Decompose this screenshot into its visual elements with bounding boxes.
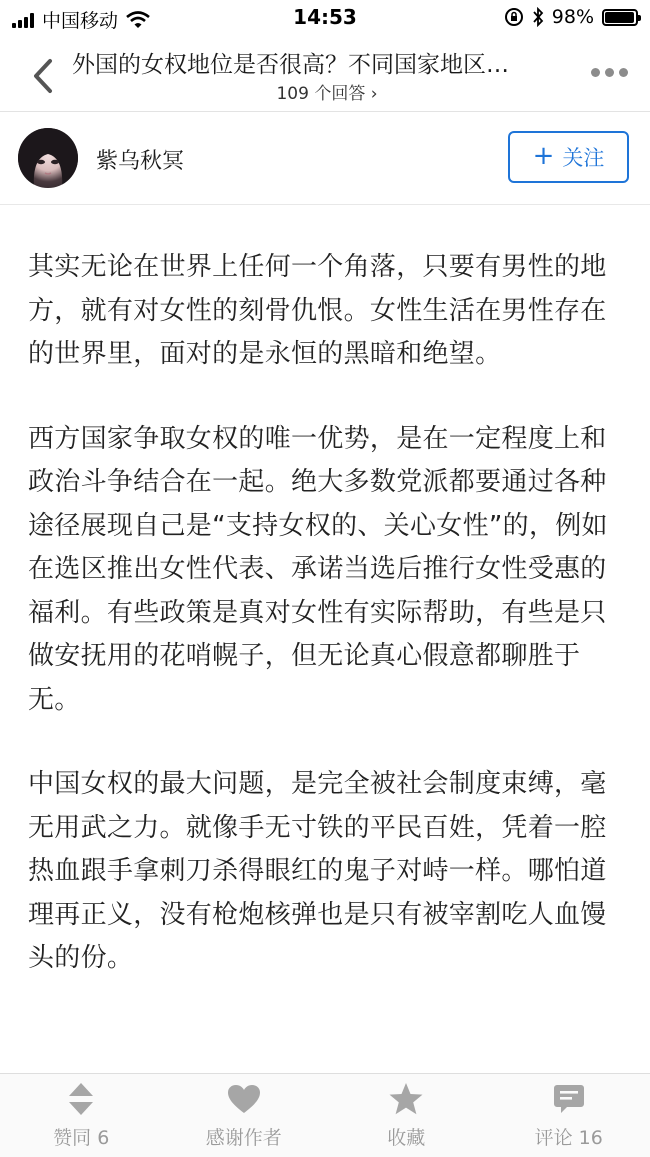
star-icon bbox=[388, 1082, 424, 1116]
more-options-icon[interactable] bbox=[591, 68, 628, 77]
battery-percent: 98% bbox=[551, 6, 594, 28]
vote-button[interactable] bbox=[0, 1081, 162, 1150]
vote-arrows-icon bbox=[67, 1081, 95, 1117]
carrier-label: 中国移动 bbox=[42, 10, 119, 32]
back-arrow-icon[interactable] bbox=[28, 56, 58, 96]
author-row bbox=[0, 112, 650, 205]
thanks-label: 感谢作者 bbox=[205, 1127, 282, 1149]
orientation-lock-icon bbox=[504, 7, 524, 27]
answer-paragraph-2: 西方国家争取女权的唯一优势，是在一定程度上和政治斗争结合在一起。绝大多数党派都要通过各种途径展现自己是“支持女权的、关心女性”的，例如在选区推出女性代表、承诺当选后推行女性受惠的福利。有些政策是真对女性有实际帮助，有些是只做安抚用的花哨幌子，但无论真心假意都聊胜于无。 bbox=[28, 423, 608, 715]
comment-button[interactable] bbox=[488, 1081, 650, 1150]
answer-paragraph-3: 中国女权的最大问题，是完全被社会制度束缚，毫无用武之力。就像手无寸铁的平民百姓，凭着一腔热血跟手拿刺刀杀得眼红的鬼子对峙一样。哪怕道理再正义，没有枪炮核弹也是只有被宰割吃人血馒头的份。 bbox=[28, 769, 607, 973]
collect-label: 收藏 bbox=[387, 1127, 426, 1149]
comment-bubble-icon bbox=[553, 1083, 585, 1115]
heart-icon bbox=[227, 1084, 261, 1114]
clock-time: 14:53 bbox=[293, 5, 357, 29]
collect-button[interactable] bbox=[325, 1081, 487, 1150]
avatar[interactable] bbox=[18, 128, 78, 188]
question-title[interactable]: 外国的女权地位是否很高？不同国家地区… bbox=[72, 52, 509, 78]
answers-count-link[interactable]: 109 个回答 › bbox=[276, 84, 378, 104]
follow-label: 关注 bbox=[562, 146, 605, 170]
author-name[interactable]: 紫乌秋冥 bbox=[96, 149, 185, 174]
bluetooth-icon bbox=[532, 7, 544, 27]
answer-paragraph-1: 其实无论在世界上任何一个角落，只要有男性的地方，就有对女性的刻骨仇恨。女性生活在男性存在的世界里，面对的是永恒的黑暗和绝望。 bbox=[28, 252, 607, 369]
status-bar bbox=[0, 0, 650, 36]
bottom-toolbar bbox=[0, 1073, 650, 1157]
nav-header bbox=[0, 36, 650, 112]
thanks-button[interactable] bbox=[163, 1081, 325, 1150]
follow-button[interactable] bbox=[508, 131, 629, 183]
plus-icon: + bbox=[532, 141, 555, 171]
answer-content bbox=[28, 246, 628, 1022]
battery-icon bbox=[602, 9, 638, 26]
comment-label: 评论 16 bbox=[534, 1127, 603, 1149]
vote-label: 赞同 6 bbox=[53, 1127, 110, 1149]
